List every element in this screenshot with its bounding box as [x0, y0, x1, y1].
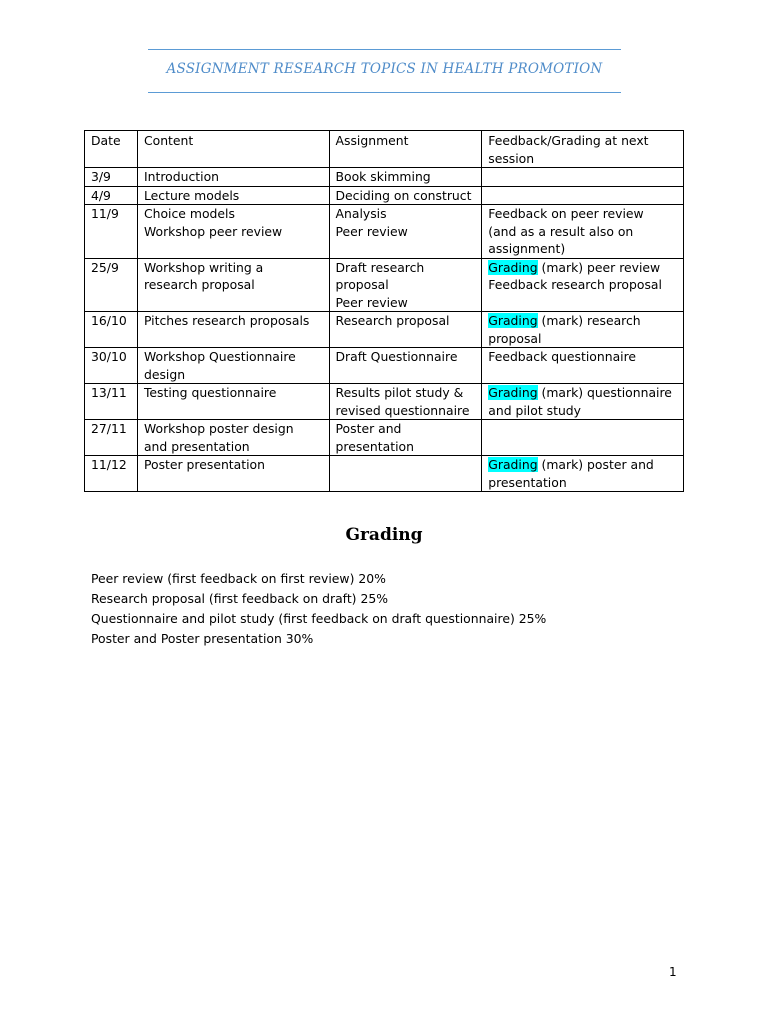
cell-content	[137, 456, 329, 492]
cell-text: Feedback questionnaire	[488, 349, 637, 364]
cell-text: Workshop peer review	[143, 223, 283, 239]
cell-date	[85, 384, 138, 420]
cell-date	[85, 456, 138, 492]
cell-text: Choice models	[143, 206, 235, 221]
cell-text	[488, 259, 679, 277]
cell-feedback	[482, 205, 684, 259]
cell-date	[85, 312, 138, 348]
cell-text: Draft research	[335, 259, 425, 275]
cell-assignment	[329, 420, 482, 456]
cell-content	[137, 384, 329, 420]
cell-content	[137, 312, 329, 348]
grading-list	[91, 569, 546, 649]
grading-highlight: Grading	[488, 457, 538, 472]
cell-text: Workshop poster design	[143, 421, 294, 436]
cell-assignment	[329, 456, 482, 492]
schedule-table	[84, 130, 684, 492]
cell-content	[137, 186, 329, 205]
cell-text: 30/10	[91, 349, 127, 364]
grading-item: Research proposal (first feedback on draft) 25%	[91, 591, 388, 606]
cell-content	[137, 420, 329, 456]
grading-item: Poster and Poster presentation 30%	[91, 631, 314, 646]
header-assignment: Assignment	[329, 131, 482, 168]
page-number: 1	[669, 965, 677, 979]
cell-content	[137, 348, 329, 384]
cell-text: 11/12	[91, 457, 127, 472]
cell-date	[85, 205, 138, 259]
cell-text: design	[143, 366, 186, 382]
cell-assignment	[329, 186, 482, 205]
cell-text: Analysis	[335, 206, 387, 221]
cell-text-rest: (mark) peer review	[537, 259, 661, 275]
cell-assignment	[329, 348, 482, 384]
cell-content	[137, 258, 329, 312]
cell-text: Testing questionnaire	[143, 385, 277, 400]
cell-text: Results pilot study &	[335, 385, 464, 400]
cell-assignment	[329, 384, 482, 420]
table-row	[85, 384, 684, 420]
grading-highlight: Grading	[488, 313, 538, 328]
header-rule-top	[148, 49, 621, 50]
cell-text: 25/9	[91, 259, 119, 275]
cell-date	[85, 258, 138, 312]
cell-feedback	[482, 258, 684, 312]
table-row	[85, 420, 684, 456]
cell-text: assignment)	[488, 241, 566, 256]
cell-text-rest: (mark) research	[537, 313, 641, 328]
cell-text: Pitches research proposals	[143, 313, 310, 328]
table-row	[85, 348, 684, 384]
cell-text: Lecture models	[143, 187, 240, 203]
header-content: Content	[137, 131, 329, 168]
document-title: ASSIGNMENT RESEARCH TOPICS IN HEALTH PROMOTION	[166, 61, 603, 77]
grading-item: Questionnaire and pilot study (first feedback on draft questionnaire) 25%	[91, 611, 547, 626]
cell-text: revised questionnaire	[335, 402, 470, 418]
cell-text: Draft Questionnaire	[335, 349, 458, 364]
header-rule-bottom	[148, 92, 621, 93]
grading-item: Peer review (first feedback on first review) 20%	[91, 571, 386, 586]
header-feedback: Feedback/Grading at next session	[482, 131, 684, 168]
table-header-row	[85, 131, 684, 168]
cell-text: Peer review	[335, 294, 408, 310]
cell-content	[137, 168, 329, 187]
cell-text: Workshop writing a	[143, 259, 264, 275]
table-row	[85, 312, 684, 348]
header-date: Date	[85, 131, 138, 168]
cell-text: Feedback research proposal	[488, 277, 662, 292]
cell-feedback	[482, 456, 684, 492]
cell-assignment	[329, 312, 482, 348]
cell-feedback	[482, 186, 684, 205]
cell-text: 3/9	[91, 169, 111, 184]
cell-text: proposal	[335, 277, 389, 292]
table-row	[85, 258, 684, 312]
cell-date	[85, 420, 138, 456]
cell-text: Workshop Questionnaire	[143, 349, 296, 364]
cell-text: Poster and	[335, 421, 402, 436]
cell-text: presentation	[488, 474, 567, 490]
cell-text: and presentation	[143, 438, 250, 454]
cell-date	[85, 348, 138, 384]
cell-text: Deciding on construct	[335, 187, 472, 203]
cell-text: Feedback on peer review	[488, 206, 644, 221]
table-row	[85, 456, 684, 492]
table-row	[85, 186, 684, 205]
cell-feedback	[482, 420, 684, 456]
grading-highlight: Grading	[488, 385, 538, 400]
cell-assignment	[329, 168, 482, 187]
grading-highlight: Grading	[488, 259, 538, 275]
cell-feedback	[482, 384, 684, 420]
cell-date	[85, 186, 138, 205]
table-row	[85, 205, 684, 259]
cell-text-rest: (mark) poster and	[537, 457, 654, 472]
cell-text-rest: (mark) questionnaire	[537, 385, 672, 400]
table-row	[85, 168, 684, 187]
cell-assignment	[329, 205, 482, 259]
cell-text: Peer review	[335, 223, 408, 239]
cell-assignment	[329, 258, 482, 312]
cell-text: Introduction	[143, 169, 220, 184]
cell-text: (and as a result also on	[488, 223, 634, 239]
cell-text: 27/11	[91, 421, 127, 436]
cell-text: 13/11	[91, 385, 127, 400]
cell-text: and pilot study	[488, 402, 581, 418]
cell-text: proposal	[488, 330, 542, 346]
cell-text: Poster presentation	[143, 457, 265, 472]
cell-text	[488, 384, 679, 402]
grading-heading: Grading	[345, 525, 423, 545]
cell-feedback	[482, 348, 684, 384]
cell-feedback	[482, 312, 684, 348]
cell-text: presentation	[335, 438, 414, 454]
cell-text: research proposal	[143, 277, 255, 292]
cell-date	[85, 168, 138, 187]
cell-text: Book skimming	[335, 169, 431, 184]
cell-text	[488, 312, 679, 330]
cell-text: 4/9	[91, 187, 111, 203]
cell-text: 11/9	[91, 206, 119, 221]
cell-text: 16/10	[91, 313, 127, 328]
cell-feedback	[482, 168, 684, 187]
cell-text	[488, 456, 679, 474]
cell-text: Research proposal	[335, 313, 450, 328]
cell-content	[137, 205, 329, 259]
